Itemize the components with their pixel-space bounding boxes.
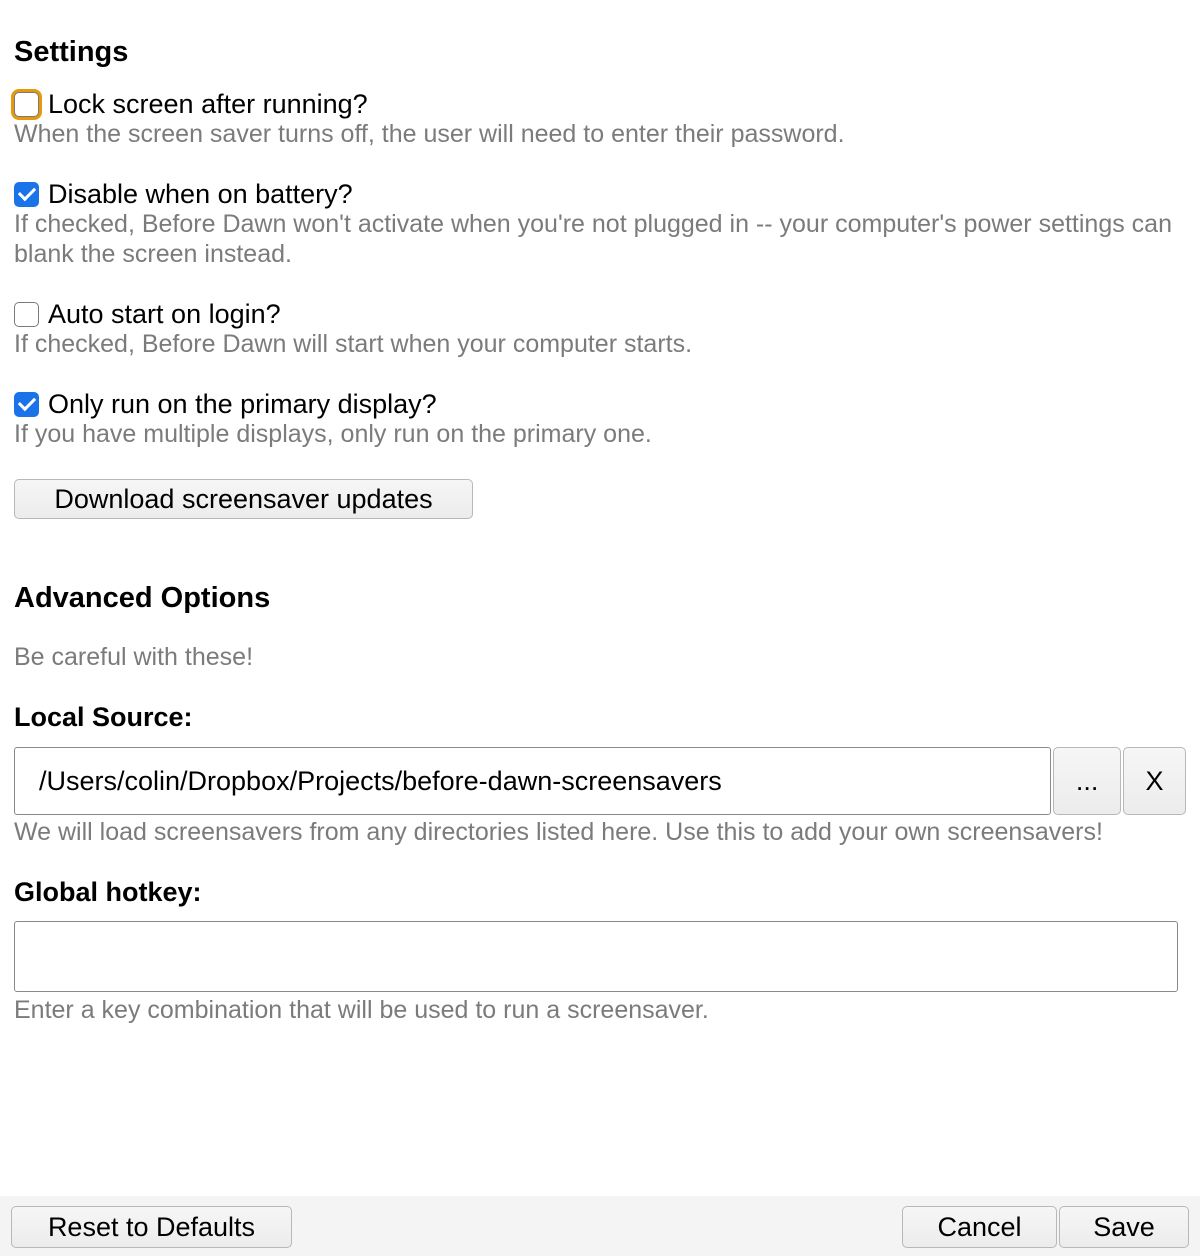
cancel-button[interactable]: Cancel xyxy=(902,1206,1057,1248)
option-lock-screen xyxy=(14,89,1186,149)
save-button[interactable]: Save xyxy=(1059,1206,1189,1248)
lock-screen-checkbox[interactable] xyxy=(14,92,39,117)
primary-display-checkbox[interactable] xyxy=(14,392,39,417)
advanced-options-heading: Advanced Options xyxy=(14,582,271,614)
disable-battery-checkbox[interactable] xyxy=(14,182,39,207)
global-hotkey-input[interactable] xyxy=(14,921,1178,992)
clear-source-button[interactable]: X xyxy=(1123,747,1186,815)
auto-start-checkbox[interactable] xyxy=(14,302,39,327)
lock-screen-help: When the screen saver turns off, the user will need to enter their password. xyxy=(14,120,845,148)
footer-bar xyxy=(0,1196,1200,1256)
global-hotkey-help: Enter a key combination that will be used to run a screensaver. xyxy=(14,996,709,1024)
local-source-label: Local Source: xyxy=(14,702,193,732)
primary-display-help: If you have multiple displays, only run on the primary one. xyxy=(14,420,652,448)
advanced-warning: Be careful with these! xyxy=(14,643,254,671)
local-source-input[interactable]: /Users/colin/Dropbox/Projects/before-dawn-screensavers xyxy=(14,747,1051,815)
option-primary-display xyxy=(14,389,1186,449)
browse-button[interactable]: ... xyxy=(1053,747,1121,815)
primary-display-label[interactable]: Only run on the primary display? xyxy=(48,389,437,419)
auto-start-help: If checked, Before Dawn will start when your computer starts. xyxy=(14,330,693,358)
local-source-row xyxy=(14,747,1186,815)
auto-start-label[interactable]: Auto start on login? xyxy=(48,299,281,329)
settings-content xyxy=(14,0,1186,1025)
disable-battery-label[interactable]: Disable when on battery? xyxy=(48,179,353,209)
lock-screen-label[interactable]: Lock screen after running? xyxy=(48,89,368,119)
local-source-help: We will load screensavers from any directories listed here. Use this to add your own screensavers! xyxy=(14,818,1103,846)
reset-defaults-button[interactable]: Reset to Defaults xyxy=(11,1206,292,1248)
option-disable-battery xyxy=(14,179,1186,269)
option-auto-start xyxy=(14,299,1186,359)
global-hotkey-label: Global hotkey: xyxy=(14,877,202,907)
settings-heading: Settings xyxy=(14,36,129,68)
disable-battery-help: If checked, Before Dawn won't activate when you're not plugged in -- your computer's power settings can blank the screen instead. xyxy=(14,210,1172,268)
download-updates-button[interactable]: Download screensaver updates xyxy=(14,479,473,519)
